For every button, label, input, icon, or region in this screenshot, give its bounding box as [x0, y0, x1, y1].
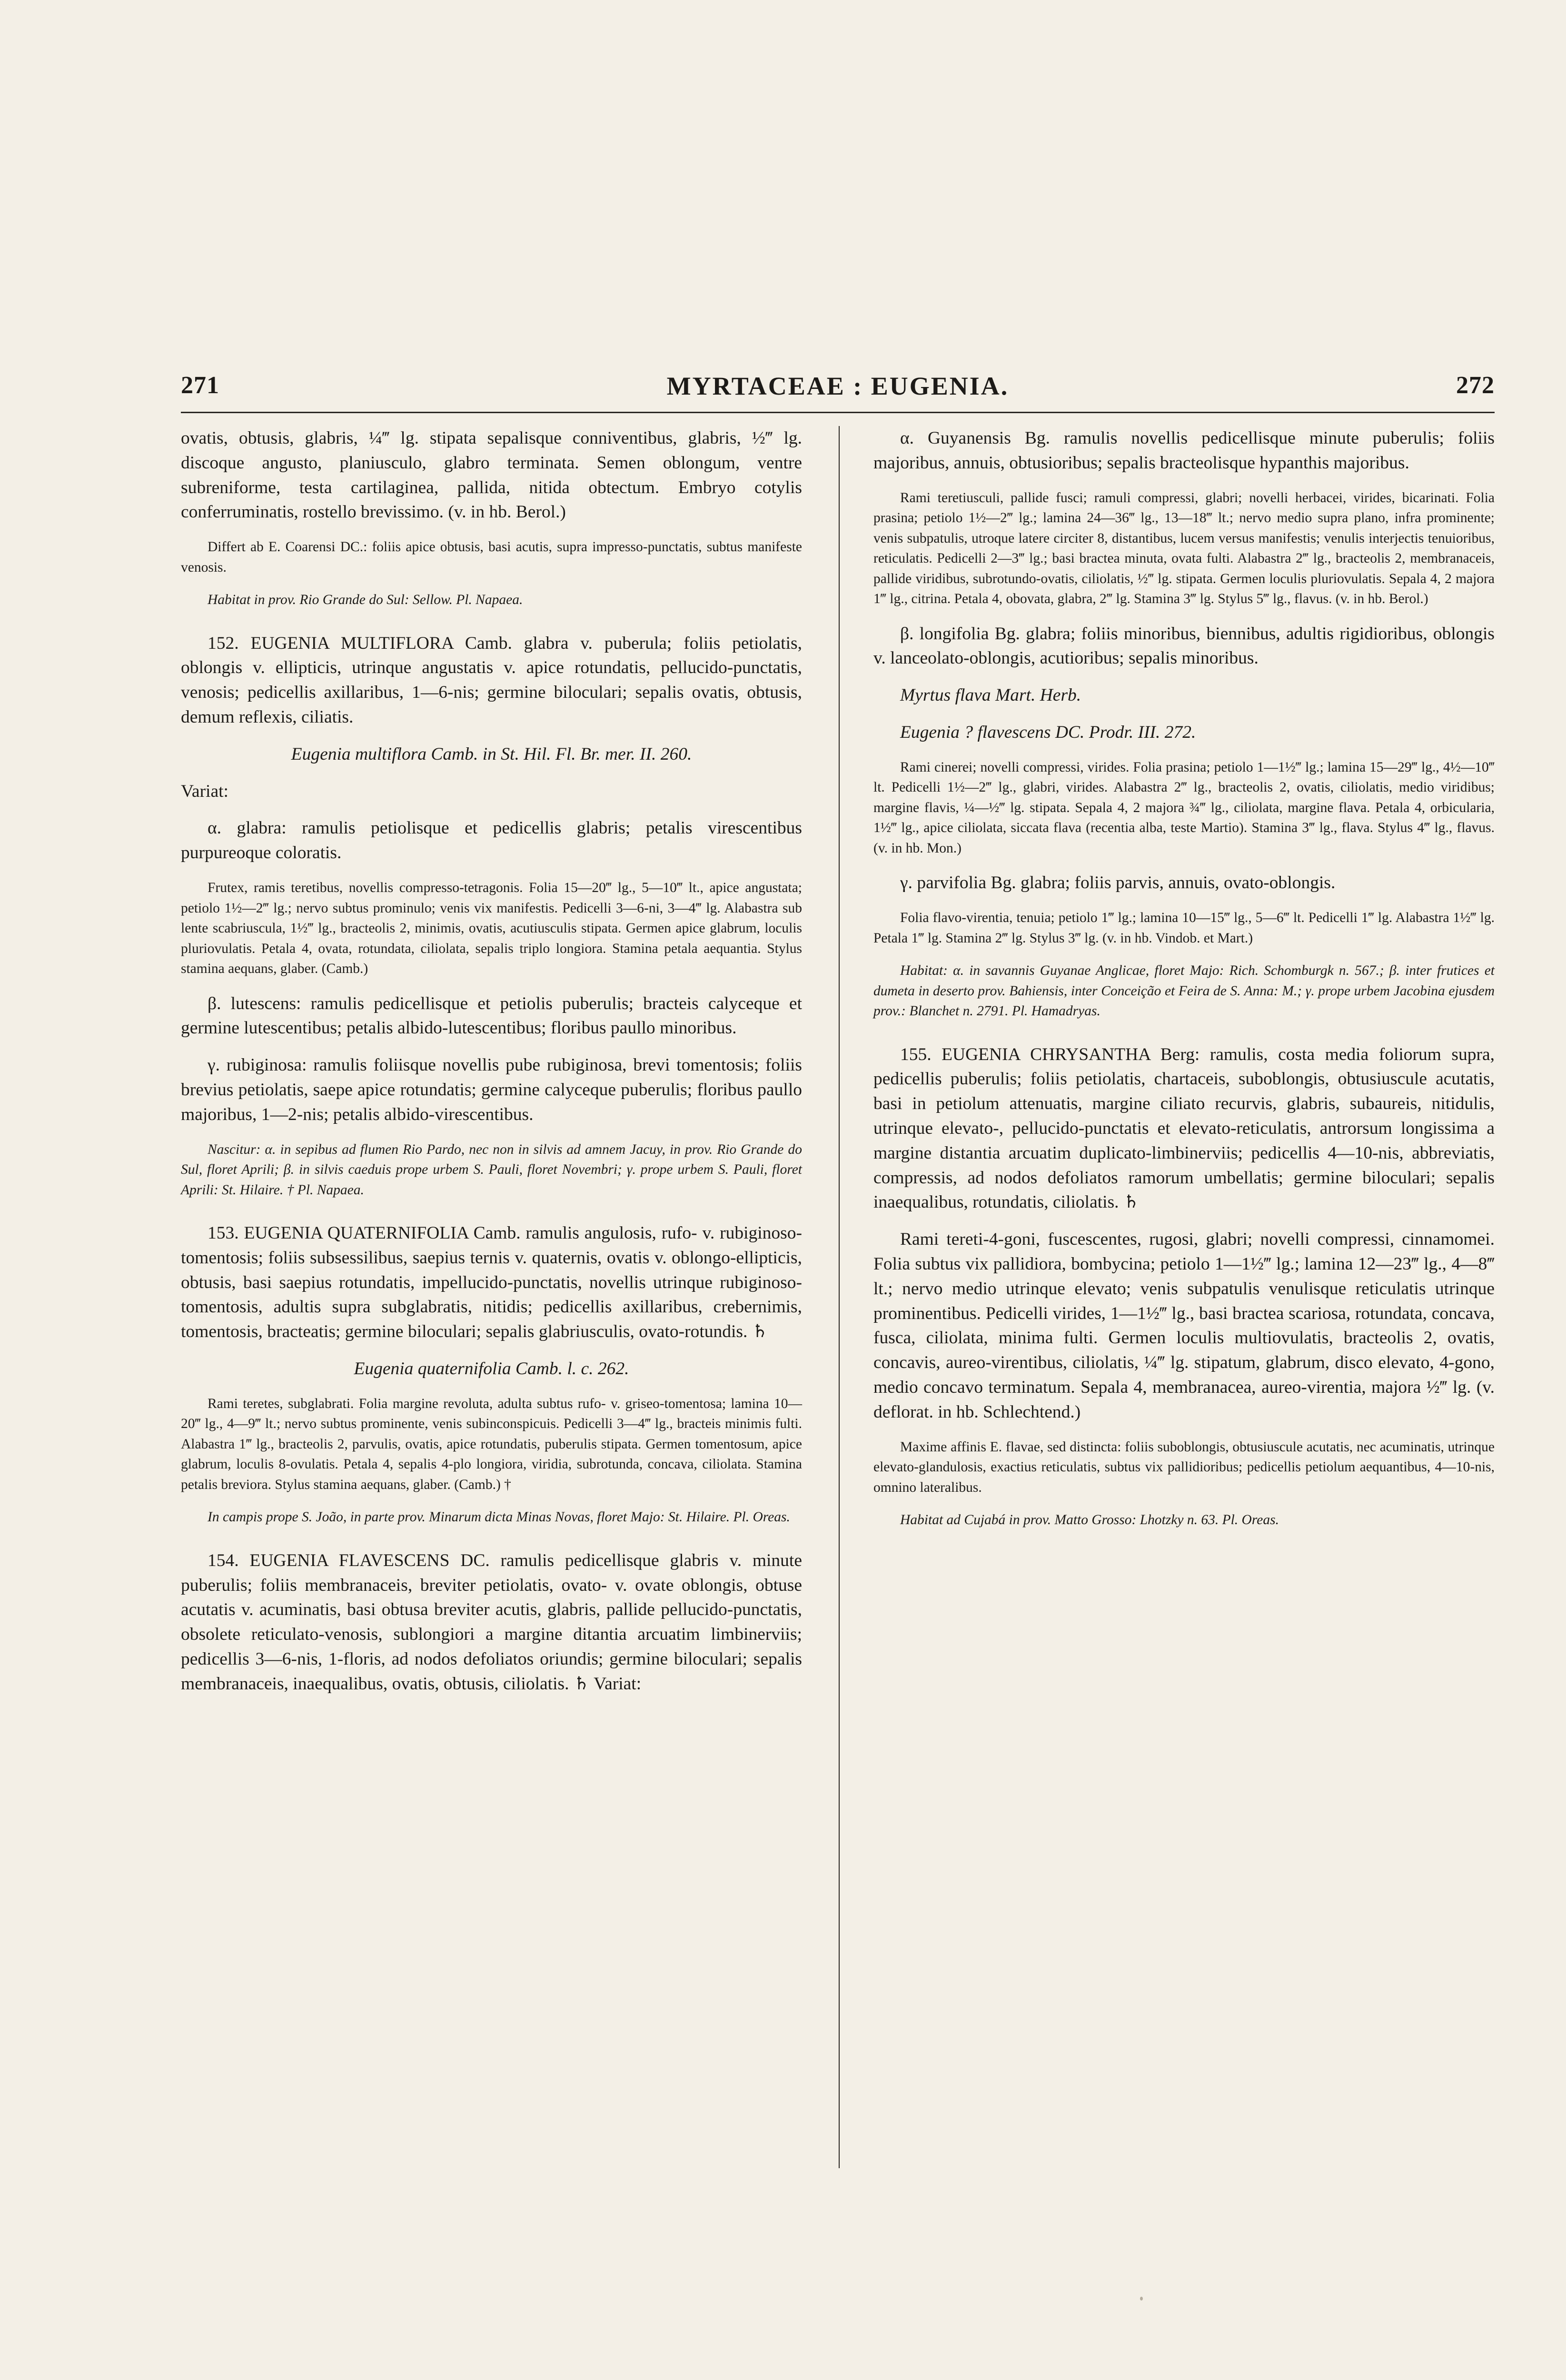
variety-154-gamma-detail: Folia flavo-virentia, tenuia; petiolo 1‴ lg.; lamina 10—15‴ lg., 5—6‴ lt. Pedicelli 1‴ lg. Alabastra 1½‴ lg. Petala 1‴ lg. Stamina 2‴ lg. Stylus 3‴ lg. (v. in hb. Vindob. et Mart.) — [873, 910, 1495, 946]
species-153-detail: Rami teretes, subglabrati. Folia margine revoluta, adulta subtus rufo- v. griseo-tomentosa; lamina 10—20‴ lg., 4—9‴ lt.; nervo subtus prominente, venis subinconspicuis. Pedicelli 3—4‴ lg., bracteis minimis fulti. Alabastra 1‴ lg., bracteolis 2, parvulis, ovatis, apice rotundatis, puberulis stipata. Germen tomentosum, apice glabrum, loculis 8-ovulatis. Petala 4, sepalis 4-plo longiora, viridia, subrotunda, concava, ciliolata. Stamina petalis breviora. Stylus stamina aequans, glaber. (Camb.) † — [181, 1396, 802, 1492]
left-paragraph-1: ovatis, obtusis, glabris, ¼‴ lg. stipata sepalisque conniventibus, glabris, ½‴ lg. discoque angusto, planiusculo, glabro terminata. Semen oblongum, ventre subreniforme, testa cartilaginea, pallida, nitida obtectum. Embryo cotylis conferruminatis, rostello brevissimo. (v. in hb. Berol.) — [181, 428, 802, 522]
species-152-habitat: Nascitur: α. in sepibus ad flumen Rio Pardo, nec non in silvis ad amnem Jacuy, in prov. Rio Grande do Sul, floret Aprili; β. in silvis caeduis prope urbem S. Pauli, floret Novembri; γ. prope urbem S. Pauli, floret Aprili: St. Hilaire. † Pl. Napaea. — [181, 1141, 802, 1198]
species-152-description: 152. EUGENIA MULTIFLORA Camb. glabra v. puberula; foliis petiolatis, oblongis v. ellipticis, utrinque angustatis v. apice rotundatis, pellucido-punctatis, venosis; pedicellis axillaribus, 1—6-nis; germine biloculari; sepalis ovatis, obtusis, demum reflexis, ciliatis. — [181, 633, 802, 727]
variety-152-alpha: α. glabra: ramulis petiolisque et pedicellis glabris; petalis virescentibus purpureoque coloratis. — [181, 818, 802, 863]
left-column — [181, 426, 802, 1709]
variety-154-beta-detail: Rami cinerei; novelli compressi, virides. Folia prasina; petiolo 1—1½‴ lg.; lamina 15—29‴ lg., 4½—10‴ lt. Pedicelli 1½—2‴ lg., glabri, virides. Alabastra 2‴ lg., bracteolis 2, ovatis, ciliolatis, medio viridibus; margine flavis, ¼—½‴ lg. stipata. Sepala 4, 2 majora ¾‴ lg., ciliolata, margine flava. Petala 4, orbicularia, 1½‴ lg., apice ciliolata, siccata flava (recentia alba, teste Martio). Stamina 3‴ lg., flava. Stylus 4‴ lg., flavus. (v. in hb. Mon.) — [873, 759, 1495, 856]
species-155-description: 155. EUGENIA CHRYSANTHA Berg: ramulis, costa media foliorum supra, pedicellis puberulis; foliis petiolatis, chartaceis, suboblongis, obtusiuscule acutatis, basi in petiolum attenuatis, margine ciliato recurvis, glabris, subaureis, nitidulis, utrinque elevato-, pellucido-punctatis et elevato-reticulatis, antrorsum longissima a margine distantia arcuatim duplicato-limbinerviis; pedicellis 4—10-nis, abbreviatis, compressis, ad nodos defoliatos ramorum umbellatis; germine biloculari; sepalis inaequalibus, rotundatis, ciliolatis. ♄ — [873, 1044, 1495, 1212]
page-header — [181, 371, 1495, 409]
variety-154-alpha: α. Guyanensis Bg. ramulis novellis pedicellisque minute puberulis; foliis majoribus, annuis, obtusioribus; sepalis bracteolisque hypanthis majoribus. — [873, 428, 1495, 473]
page-number-left: 271 — [181, 372, 219, 399]
variety-152-alpha-detail: Frutex, ramis teretibus, novellis compresso-tetragonis. Folia 15—20‴ lg., 5—10‴ lt., apice angustata; petiolo 1½—2‴ lg.; nervo subtus prominulo; venis vix manifestis. Pedicelli 3—6-ni, 3—4‴ lg. Alabastra sub lente scabriuscula, 1½‴ lg., bracteolis 2, minimis, ovatis, acutiusculis stipata. Germen apice glabrum, loculis pluriovulatis. Petala 4, ovata, rotundata, ciliolata, sepalis triplo longiora. Stamina petala aequantia. Stylus stamina aequans, glaber. (Camb.) — [181, 880, 802, 977]
variety-152-gamma: γ. rubiginosa: ramulis foliisque novellis pube rubiginosa, brevi tomentosis; foliis brevius petiolatis, saepe apice rotundatis; germine calyceque puberulis; floribus paullo majoribus, 1—2-nis; petalis albido-virescentibus. — [181, 1055, 802, 1124]
species-155-detail: Rami tereti-4-goni, fuscescentes, rugosi, glabri; novelli compressi, cinnamomei. Folia subtus vix pallidiora, bombycina; petiolo 1—1½‴ lg.; lamina 12—23‴ lg., 4—8‴ lt.; nervo medio utrinque elevato; venis subpatulis venulisque reticulatis utrinque prominentibus. Pedicelli virides, 1—1½‴ lg., basi bractea scariosa, rotundata, concava, fusca, ciliolata, minima fulti. Germen loculis multiovulatis, bracteolis 2, ovatis, concavis, aureo-virentibus, ciliolatis, ¼‴ lg. stipatum, glabrum, disco elevato, 4-gono, medio concavo terminatum. Sepala 4, membranacea, aureo-virentia, majora ½‴ lg. (v. deflorat. in hb. Schlechtend.) — [873, 1230, 1495, 1422]
column-divider — [839, 426, 840, 2168]
page-number-right: 272 — [1456, 372, 1495, 399]
running-title: MYRTACEAE : EUGENIA. — [666, 372, 1009, 400]
paper-mark — [1140, 2297, 1143, 2301]
variety-154-beta-synonym-2: Eugenia ? flavescens DC. Prodr. III. 272. — [900, 722, 1196, 742]
header-rule — [181, 412, 1495, 413]
species-153-habitat: In campis prope S. João, in parte prov. Minarum dicta Minas Novas, floret Majo: St. Hilaire. Pl. Oreas. — [208, 1509, 790, 1525]
variety-154-alpha-detail: Rami teretiusculi, pallide fusci; ramuli compressi, glabri; novelli herbacei, virides, bicarinati. Folia prasina; petiolo 1½—2‴ lg.; lamina 24—36‴ lg., 13—18‴ lt.; nervo medio supra plano, infra prominente; venis subpatulis, utroque latere circiter 8, distantibus, lucem versus manifestis; venulis interjectis tenuioribus, reticulatis. Pedicelli 2—3‴ lg.; basi bractea minuta, ovata fulti. Alabastra 2‴ lg., bracteolis 2, membranaceis, pallide viridibus, subrotundo-ovatis, ciliolatis, ½‴ lg. stipata. Germen loculis pluriovulatis. Sepala 4, 2 majora 1‴ lg., citrina. Petala 4, obovata, glabra, 2‴ lg. Stamina 3‴ lg. Stylus 5‴ lg., flavus. (v. in hb. Berol.) — [873, 490, 1495, 607]
species-152-synonym: Eugenia multiflora Camb. in St. Hil. Fl. Br. mer. II. 260. — [291, 744, 692, 764]
variety-154-gamma: γ. parvifolia Bg. glabra; foliis parvis, annuis, ovato-oblongis. — [900, 873, 1336, 893]
left-habitat-1: Habitat in prov. Rio Grande do Sul: Sellow. Pl. Napaea. — [208, 592, 523, 608]
species-153-description: 153. EUGENIA QUATERNIFOLIA Camb. ramulis angulosis, rufo- v. rubiginoso-tomentosis; foliis subsessilibus, saepius ternis v. quaternis, ovatis v. oblongo-ellipticis, obtusis, basi saepius rotundatis, impellucido-punctatis, novellis utrinque rubiginoso-tomentosis, adultis supra subglabratis, nitidis; pedicellis axillaribus, crebernimis, tomentosis, bracteatis; germine biloculari; sepalis glabriusculis, ovato-rotundis. ♄ — [181, 1223, 802, 1342]
variety-154-beta-synonym-1: Myrtus flava Mart. Herb. — [900, 685, 1081, 705]
variety-154-beta: β. longifolia Bg. glabra; foliis minoribus, biennibus, adultis rigidioribus, oblongis v. lanceolato-oblongis, acutioribus; sepalis minoribus. — [873, 624, 1495, 668]
right-column — [873, 426, 1495, 1543]
species-152-variat: Variat: — [181, 781, 228, 801]
species-155-habitat: Habitat ad Cujabá in prov. Matto Grosso: Lhotzky n. 63. Pl. Oreas. — [900, 1512, 1279, 1528]
left-differt-note: Differt ab E. Coarensi DC.: foliis apice obtusis, basi acutis, supra impresso-punctatis, subtus manifeste venosis. — [181, 539, 802, 575]
species-155-affinity-note: Maxime affinis E. flavae, sed distincta: foliis suboblongis, obtusiuscule acutatis, nec acuminatis, utrinque elevato-glandulosis, exactius reticulatis, subtus vix pallidioribus; pedicellis petiolum aequantibus, 4—10-nis, omnino lateralibus. — [873, 1439, 1495, 1495]
variety-152-beta: β. lutescens: ramulis pedicellisque et petiolis puberulis; bracteis calyceque et germine lutescentibus; petalis albido-lutescentibus; floribus paullo minoribus. — [181, 993, 802, 1038]
species-154-description: 154. EUGENIA FLAVESCENS DC. ramulis pedicellisque glabris v. minute puberulis; foliis membranaceis, breviter petiolatis, ovato- v. ovate oblongis, obtuse acutatis v. acuminatis, basi obtusa breviter acutis, glabris, pallide pellucido-punctatis, obsolete reticulato-venosis, sublongiori a margine ditantia arcuatim limbinerviis; pedicellis 3—6-nis, 1-floris, ad nodos defoliatos oriundis; germine biloculari; sepalis membranaceis, inaequalibus, ovatis, obtusis, ciliolatis. ♄ Variat: — [181, 1550, 802, 1694]
species-154-habitat: Habitat: α. in savannis Guyanae Anglicae, floret Majo: Rich. Schomburgk n. 567.; β. inter frutices et dumeta in deserto prov. Bahiensis, inter Conceição et Feira de S. Anna: M.; γ. prope urbem Jacobina ejusdem prov.: Blanchet n. 2791. Pl. Hamadryas. — [873, 963, 1495, 1019]
species-153-synonym: Eugenia quaternifolia Camb. l. c. 262. — [354, 1359, 629, 1379]
